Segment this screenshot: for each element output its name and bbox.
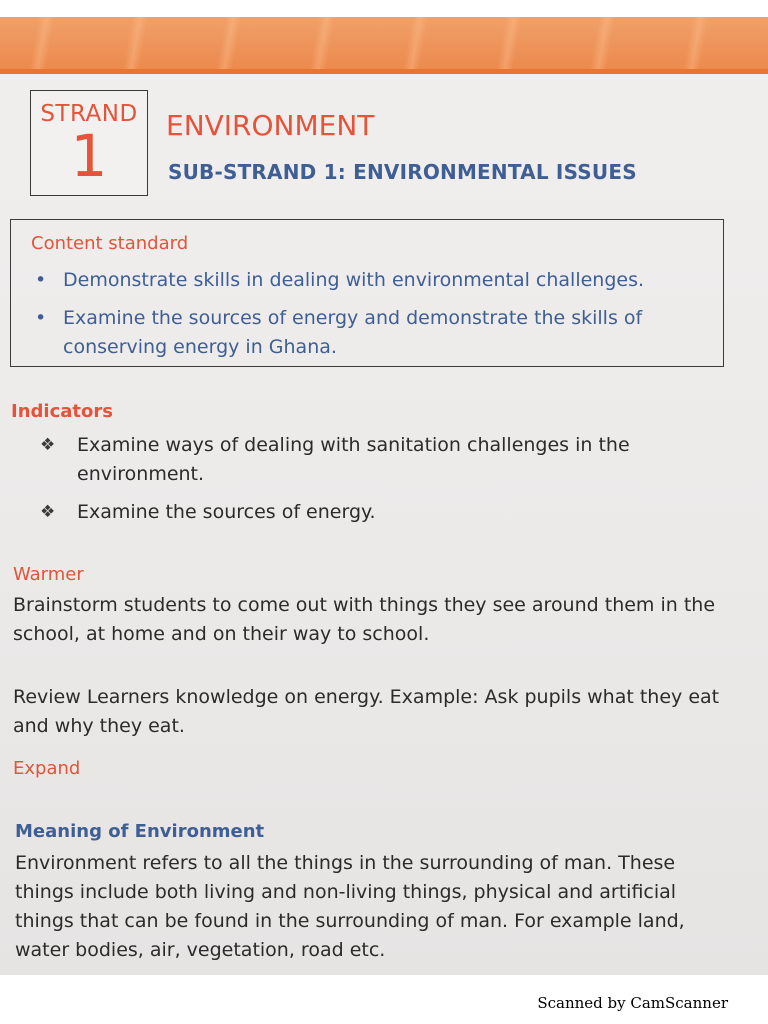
strand-label: STRAND <box>40 101 138 127</box>
indicator-item: ❖ Examine ways of dealing with sanitation challenges in the environment. <box>40 431 700 489</box>
warmer-paragraph: Brainstorm students to come out with things they see around them in the school, at home and on their way to school. <box>13 594 716 645</box>
indicator-item: ❖ Examine the sources of energy. <box>40 498 700 527</box>
scanner-credit: Scanned by CamScanner <box>537 994 728 1012</box>
expand-heading: Expand <box>13 758 81 779</box>
diamond-bullet-icon: ❖ <box>40 435 56 455</box>
bullet-icon: • <box>35 269 47 291</box>
decorative-banner <box>0 17 768 74</box>
meaning-heading: Meaning of Environment <box>15 821 265 842</box>
page-photo <box>0 17 768 975</box>
warmer-paragraph: Review Learners knowledge on energy. Example: Ask pupils what they eat and why they eat. <box>13 686 720 737</box>
bullet-icon: • <box>35 307 47 329</box>
content-standard-box <box>10 219 724 367</box>
sub-strand-title: SUB-STRAND 1: ENVIRONMENTAL ISSUES <box>168 160 637 184</box>
content-standard-item: • Examine the sources of energy and demonstrate the skills of conserving energy in Ghana. <box>35 304 705 362</box>
strand-number: 1 <box>70 122 108 190</box>
diamond-bullet-icon: ❖ <box>40 502 56 522</box>
strand-box <box>30 90 148 196</box>
meaning-paragraph: Environment refers to all the things in the surrounding of man. These things include both living and non-living things, physical and artificial things that can be found in the surrounding of man. For example land, water bodies, air, vegetation, road etc. <box>15 852 685 961</box>
content-standard-heading: Content standard <box>31 233 189 254</box>
warmer-heading: Warmer <box>13 564 84 585</box>
page-title: ENVIRONMENT <box>166 109 375 142</box>
content-standard-item: • Demonstrate skills in dealing with environmental challenges. <box>35 266 705 295</box>
indicators-heading: Indicators <box>11 401 113 422</box>
